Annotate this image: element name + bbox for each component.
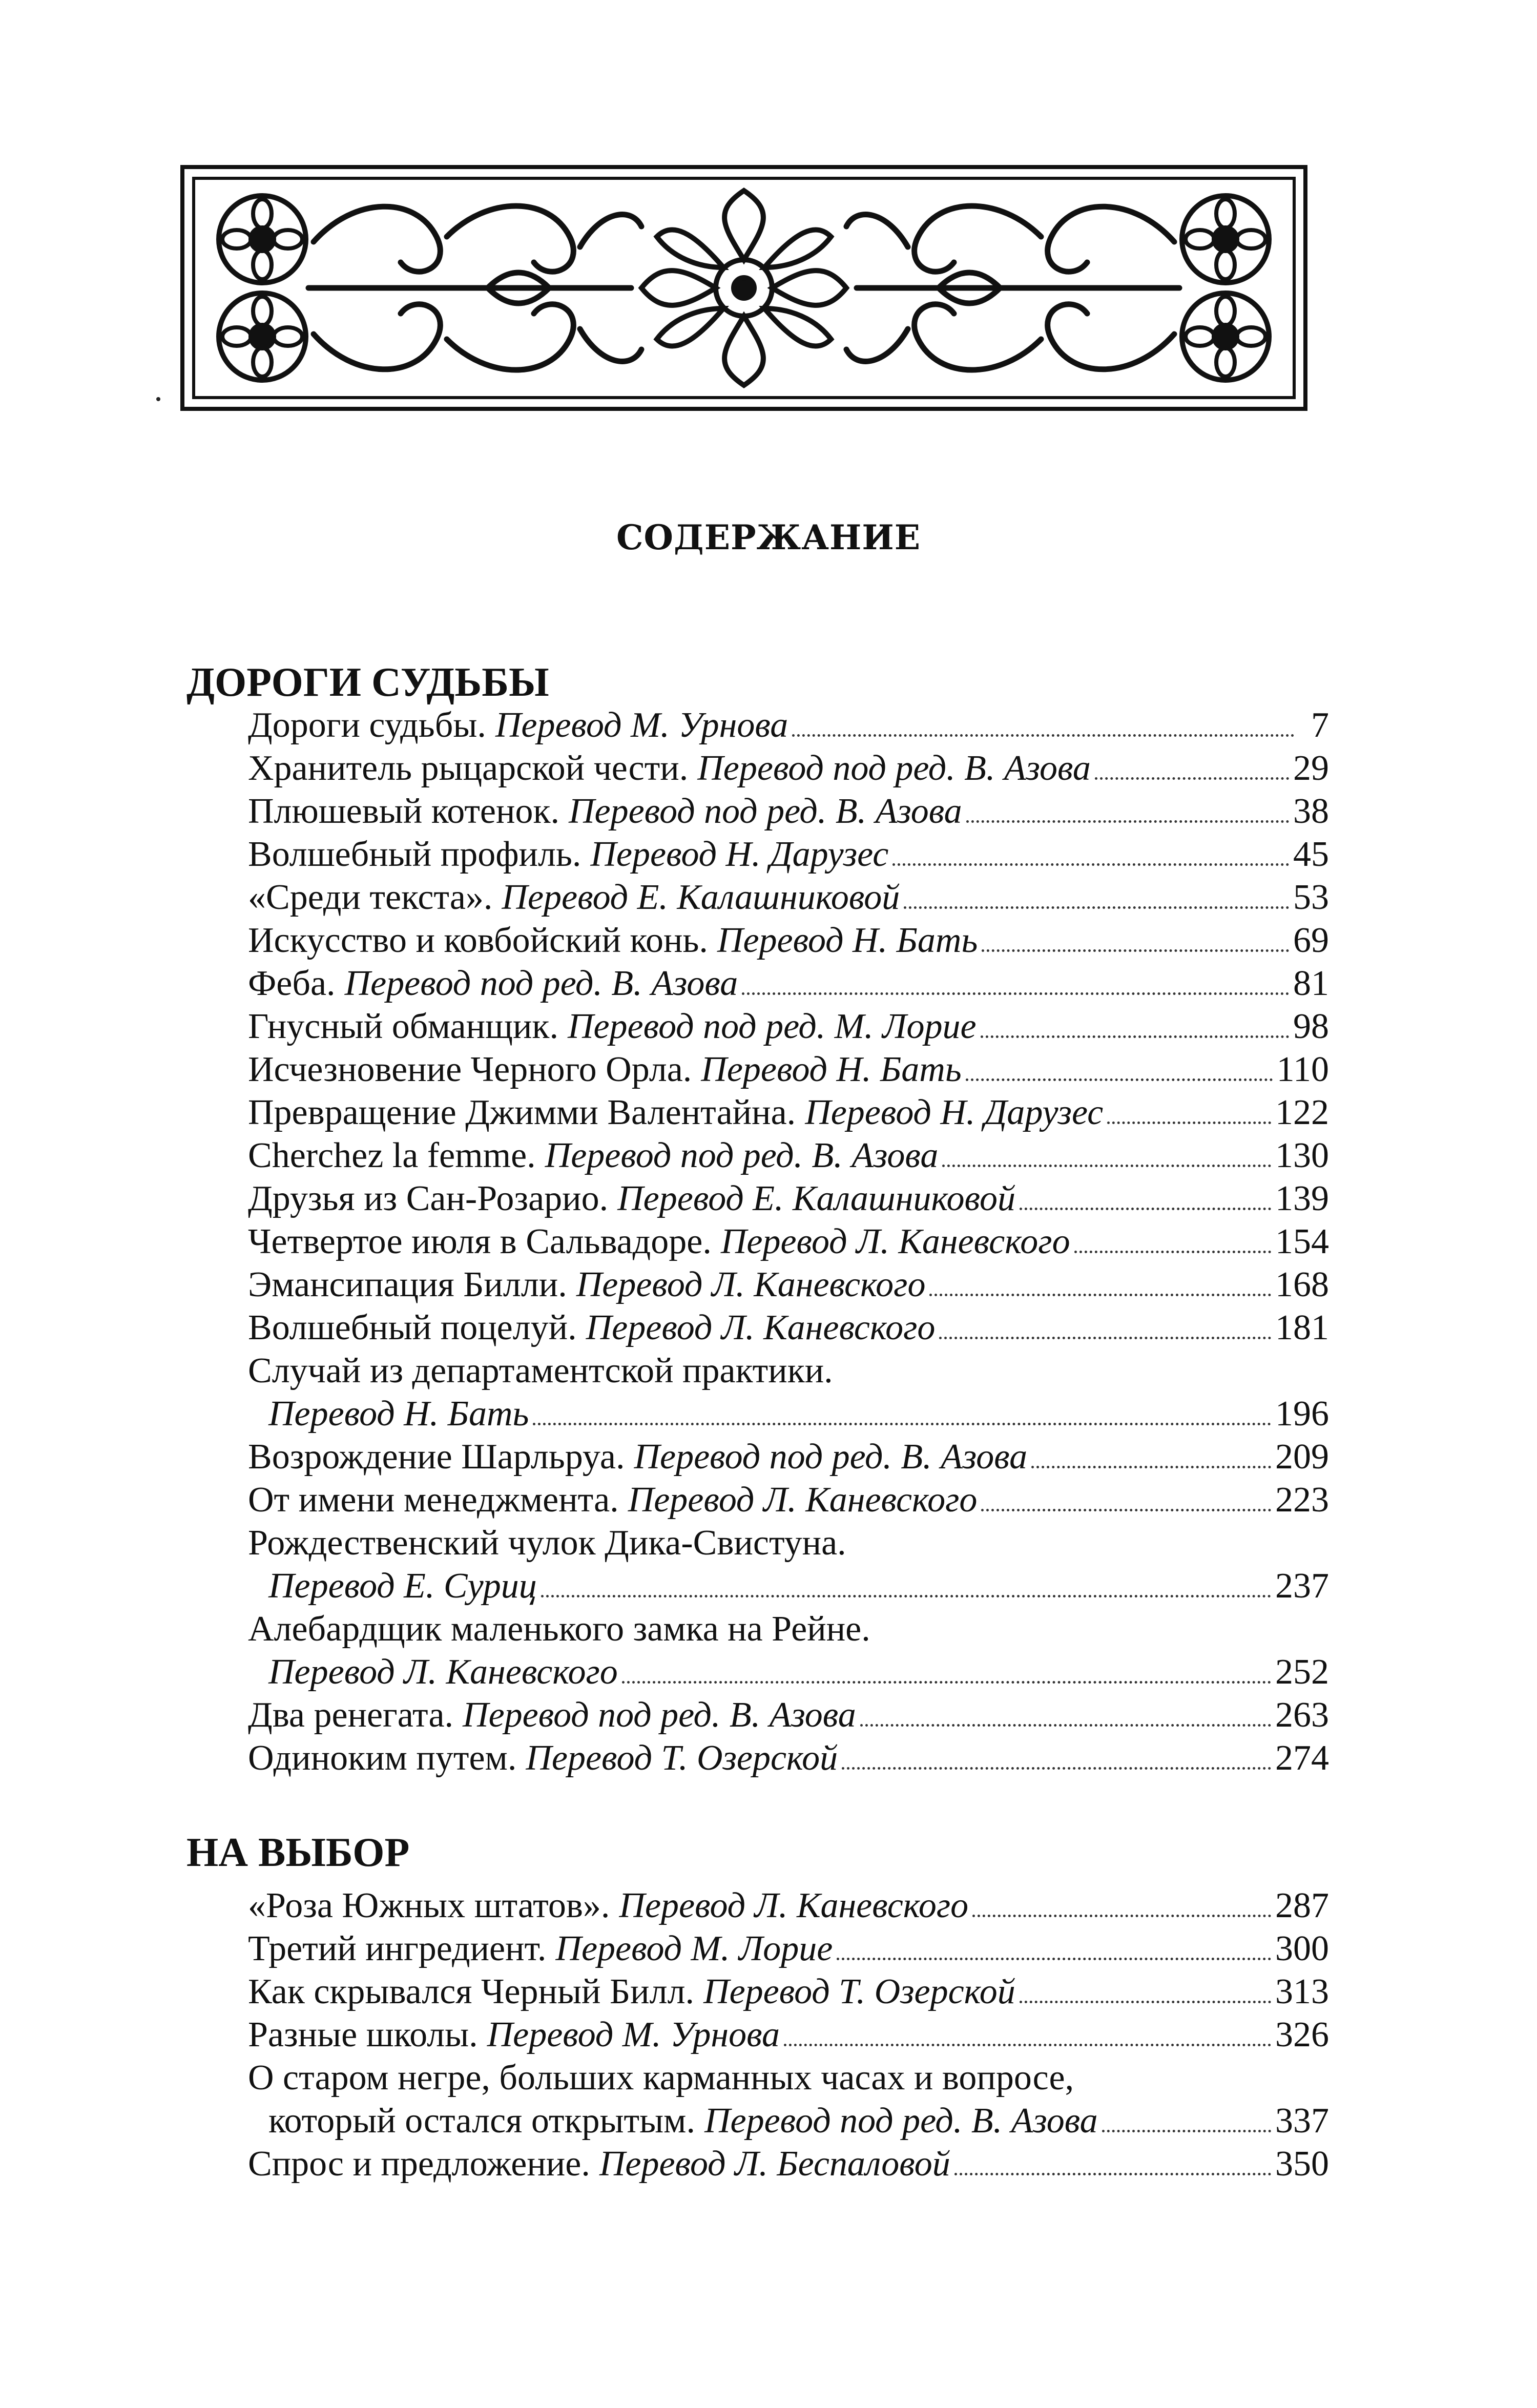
entry-page: 181 xyxy=(1275,1308,1329,1347)
toc-entry[interactable] xyxy=(248,1091,1329,1134)
entry-work[interactable]: Рождественский чулок Дика-Свистуна. xyxy=(248,1523,846,1563)
entry-translator: Перевод под ред. В. Азова xyxy=(704,2101,1098,2141)
toc-entry[interactable] xyxy=(248,2013,1329,2057)
entry-page: 274 xyxy=(1275,1738,1329,1778)
section-entries xyxy=(248,1884,1329,2186)
entry-work: «Среди текста». xyxy=(248,878,493,917)
entry-work: «Роза Южных штатов». xyxy=(248,1886,610,1925)
entry-translator: Перевод под ред. М. Лорие xyxy=(567,1007,977,1046)
entry-page: 350 xyxy=(1275,2144,1329,2184)
entry-page: 130 xyxy=(1275,1136,1329,1175)
stray-dot xyxy=(156,397,160,401)
entry-page: 223 xyxy=(1275,1480,1329,1520)
toc-entry[interactable] xyxy=(248,1884,1329,1927)
leader-dots xyxy=(972,1915,1271,1917)
leader-dots xyxy=(784,2044,1271,2046)
entry-work: Исчезновение Черного Орла. xyxy=(248,1050,692,1089)
entry-translator: Перевод Т. Озерской xyxy=(703,1972,1015,2011)
leader-dots xyxy=(742,992,1289,995)
entry-work-line1[interactable]: О старом негре, больших карманных часах и вопросе, xyxy=(248,2058,1074,2098)
entry-work: Одиноким путем. xyxy=(248,1738,517,1778)
entry-work: Дороги судьбы. xyxy=(248,705,486,745)
entry-work: Волшебный поцелуй. xyxy=(248,1308,577,1347)
entry-page: 110 xyxy=(1276,1050,1329,1089)
entry-page: 196 xyxy=(1275,1394,1329,1434)
entry-page: 29 xyxy=(1293,749,1329,788)
entry-work: Как скрывался Черный Билл. xyxy=(248,1972,695,2011)
entry-work: Cherchez la femme. xyxy=(248,1136,536,1175)
entry-work: Разные школы. xyxy=(248,2015,478,2054)
entry-translator: Перевод Н. Бать xyxy=(717,921,978,960)
toc-entry[interactable] xyxy=(248,2100,1329,2143)
entry-translator: Перевод Т. Озерской xyxy=(526,1738,838,1778)
entry-translator: Перевод Н. Бать xyxy=(268,1394,529,1434)
toc-entry[interactable] xyxy=(248,1737,1329,1780)
toc-entry[interactable] xyxy=(248,1263,1329,1306)
entry-work: Спрос и предложение. xyxy=(248,2144,590,2184)
page-title: СОДЕРЖАНИЕ xyxy=(616,517,921,557)
toc-entry[interactable] xyxy=(248,1306,1329,1350)
entry-page: 287 xyxy=(1275,1886,1329,1925)
entry-work: Волшебный профиль. xyxy=(248,835,581,874)
leader-dots xyxy=(1031,1466,1271,1468)
leader-dots xyxy=(966,1078,1273,1081)
leader-dots xyxy=(1095,777,1289,780)
entry-page: 168 xyxy=(1275,1265,1329,1304)
leader-dots xyxy=(942,1165,1271,1167)
toc-entry[interactable] xyxy=(248,962,1329,1005)
leader-dots xyxy=(860,1724,1271,1727)
toc-entry[interactable] xyxy=(248,1393,1329,1436)
central-flower-icon xyxy=(641,191,846,385)
leader-dots xyxy=(1020,1208,1271,1210)
leader-dots xyxy=(954,2173,1271,2175)
entry-work: Плюшевый котенок. xyxy=(248,792,559,831)
entry-page: 122 xyxy=(1275,1093,1329,1132)
entry-translator: Перевод под ред. В. Азова xyxy=(344,964,738,1003)
entry-translator: Перевод Л. Беспаловой xyxy=(599,2144,950,2184)
entry-translator: Перевод Н. Дарузес xyxy=(805,1093,1104,1132)
entry-translator: Перевод Л. Каневского xyxy=(586,1308,936,1347)
toc-entry[interactable] xyxy=(248,1134,1329,1177)
toc-entry[interactable] xyxy=(248,790,1329,833)
entry-work: Возрождение Шарльруа. xyxy=(248,1437,625,1477)
entry-page: 7 xyxy=(1311,705,1329,745)
entry-page: 326 xyxy=(1275,2015,1329,2054)
entry-work: Гнусный обманщик. xyxy=(248,1007,558,1046)
entry-page: 313 xyxy=(1275,1972,1329,2011)
entry-page: 38 xyxy=(1293,792,1329,831)
entry-translator: Перевод Е. Калашниковой xyxy=(617,1179,1015,1218)
toc-entry[interactable] xyxy=(248,1177,1329,1220)
toc-entry[interactable] xyxy=(248,747,1329,790)
entry-page: 98 xyxy=(1293,1007,1329,1046)
section-title: НА ВЫБОР xyxy=(186,1830,410,1875)
leader-dots xyxy=(1102,2130,1271,2132)
entry-translator: Перевод Н. Бать xyxy=(701,1050,962,1089)
entry-translator: Перевод под ред. В. Азова xyxy=(568,792,962,831)
table-of-contents xyxy=(186,661,1329,2186)
ornamental-header xyxy=(180,165,1307,411)
leader-dots xyxy=(982,949,1289,952)
entry-page: 81 xyxy=(1293,964,1329,1003)
leader-dots xyxy=(981,1509,1271,1511)
entry-work: который остался открытым. xyxy=(268,2101,695,2141)
leader-dots xyxy=(981,1035,1289,1038)
toc-entry[interactable] xyxy=(248,1565,1329,1608)
leader-dots xyxy=(837,1958,1271,1960)
entry-page: 139 xyxy=(1275,1179,1329,1218)
entry-translator: Перевод Л. Каневского xyxy=(720,1222,1070,1261)
entry-translator: Перевод Л. Каневского xyxy=(268,1652,618,1692)
leader-dots xyxy=(622,1681,1271,1684)
leader-dots xyxy=(1074,1251,1271,1253)
entry-work[interactable]: Случай из департаментской практики. xyxy=(248,1351,833,1390)
section-entries xyxy=(248,704,1329,1780)
entry-work: Феба. xyxy=(248,964,336,1003)
toc-entry[interactable] xyxy=(248,833,1329,876)
entry-translator: Перевод Н. Дарузес xyxy=(590,835,889,874)
entry-translator: Перевод под ред. В. Азова xyxy=(697,749,1091,788)
entry-work: Эмансипация Билли. xyxy=(248,1265,567,1304)
toc-entry[interactable] xyxy=(248,1479,1329,1522)
leader-dots xyxy=(1020,2001,1271,2003)
entry-page: 252 xyxy=(1275,1652,1329,1692)
toc-entry[interactable] xyxy=(248,1651,1329,1694)
entry-translator: Перевод М. Лорие xyxy=(555,1929,833,1968)
entry-translator: Перевод Л. Каневского xyxy=(628,1480,978,1520)
entry-page: 45 xyxy=(1293,835,1329,874)
toc-entry[interactable] xyxy=(248,1220,1329,1263)
leader-dots xyxy=(892,863,1289,866)
toc-entry[interactable] xyxy=(248,704,1329,747)
entry-page: 154 xyxy=(1275,1222,1329,1261)
entry-page: 209 xyxy=(1275,1437,1329,1477)
entry-page: 53 xyxy=(1293,878,1329,917)
toc-entry[interactable] xyxy=(248,1927,1329,1970)
leader-dots xyxy=(904,906,1289,909)
leader-dots xyxy=(929,1294,1271,1296)
entry-work: От имени менеджмента. xyxy=(248,1480,619,1520)
entry-translator: Перевод под ред. В. Азова xyxy=(463,1695,856,1735)
leader-dots xyxy=(1107,1122,1271,1124)
leader-dots xyxy=(533,1423,1271,1425)
entry-work: Друзья из Сан-Розарио. xyxy=(248,1179,609,1218)
entry-work: Превращение Джимми Валентайна. xyxy=(248,1093,796,1132)
toc-entry[interactable] xyxy=(248,1970,1329,2013)
entry-translator: Перевод М. Урнова xyxy=(487,2015,780,2054)
entry-translator: Перевод Л. Каневского xyxy=(619,1886,969,1925)
entry-page: 337 xyxy=(1275,2101,1329,2141)
entry-translator: Перевод Е. Калашниковой xyxy=(502,878,900,917)
entry-work: Четвертое июля в Сальвадоре. xyxy=(248,1222,712,1261)
entry-translator: Перевод Л. Каневского xyxy=(576,1265,926,1304)
entry-translator: Перевод под ред. В. Азова xyxy=(634,1437,1028,1477)
entry-work[interactable]: Алебардщик маленького замка на Рейне. xyxy=(248,1609,870,1649)
leader-dots xyxy=(792,734,1294,737)
entry-page: 263 xyxy=(1275,1695,1329,1735)
leader-dots xyxy=(842,1767,1271,1770)
entry-work: Два ренегата. xyxy=(248,1695,454,1735)
entry-page: 69 xyxy=(1293,921,1329,960)
section-title: ДОРОГИ СУДЬБЫ xyxy=(186,660,549,705)
toc-entry[interactable] xyxy=(248,1694,1329,1737)
leader-dots xyxy=(541,1595,1271,1597)
toc-entry[interactable] xyxy=(248,876,1329,919)
entry-translator: Перевод под ред. В. Азова xyxy=(545,1136,939,1175)
entry-translator: Перевод М. Урнова xyxy=(495,705,788,745)
entry-page: 300 xyxy=(1275,1929,1329,1968)
entry-page: 237 xyxy=(1275,1566,1329,1606)
toc-entry[interactable] xyxy=(248,919,1329,962)
leader-dots xyxy=(939,1337,1271,1339)
section-gap xyxy=(186,1780,1329,1831)
entry-work: Хранитель рыцарской чести. xyxy=(248,749,689,788)
toc-entry[interactable] xyxy=(248,2143,1329,2186)
leader-dots xyxy=(966,820,1289,823)
toc-entry[interactable] xyxy=(248,1048,1329,1091)
entry-translator: Перевод Е. Суриц xyxy=(268,1566,537,1606)
toc-entry[interactable] xyxy=(248,1005,1329,1048)
entry-work: Третий ингредиент. xyxy=(248,1929,547,1968)
entry-work: Искусство и ковбойский конь. xyxy=(248,921,708,960)
toc-entry[interactable] xyxy=(248,1436,1329,1479)
